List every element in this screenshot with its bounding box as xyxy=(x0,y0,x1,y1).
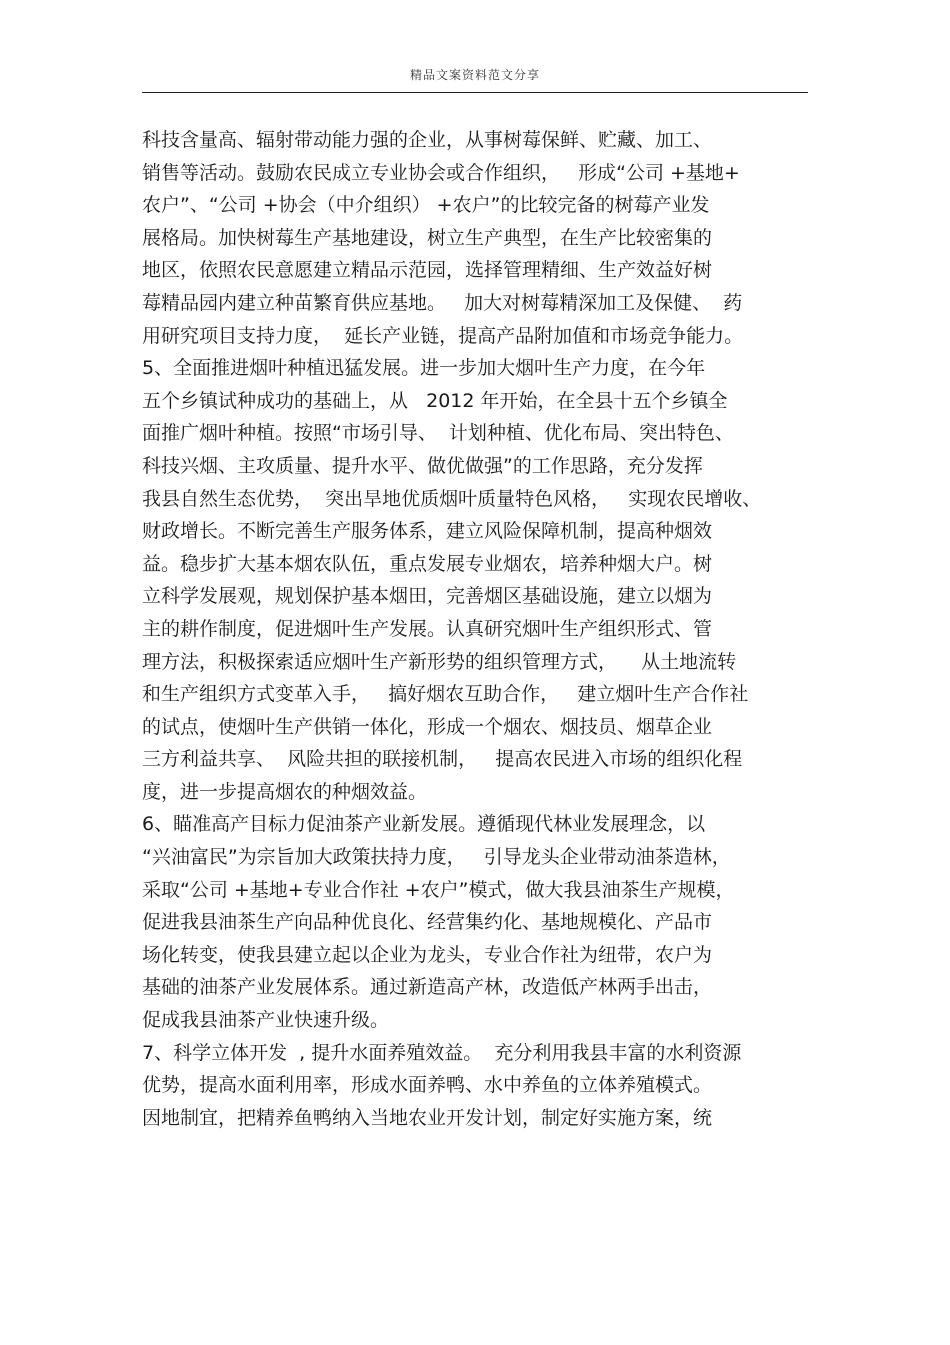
text-line: 7、科学立体开发 , 提升水面养殖效益。 充分利用我县丰富的水利资源 xyxy=(142,1041,742,1064)
text-line: 我县自然生态优势， 突出旱地优质烟叶质量特色风格， 实现农民增收、 xyxy=(142,487,762,510)
text-line: 科技含量高、辐射带动能力强的企业，从事树莓保鲜、贮藏、加工、 xyxy=(142,129,713,151)
text-line: 5、全面推进烟叶种植迅猛发展。进一步加大烟叶生产力度，在今年 xyxy=(142,357,706,380)
text-line: 立科学发展观，规划保护基本烟田，完善烟区基础设施，建立以烟为 xyxy=(142,585,713,608)
text-line: 促进我县油茶生产向品种优良化、经营集约化、基地规模化、产品市 xyxy=(142,911,713,934)
text-line: 的试点，使烟叶生产供销一体化，形成一个烟农、烟技员、烟草企业 xyxy=(142,715,713,738)
text-line: 促成我县油茶产业快速升级。 xyxy=(142,1009,390,1032)
text-line: 销售等活动。鼓励农民成立专业协会或合作组织， 形成“公司 +基地+ xyxy=(142,161,740,184)
text-line: 财政增长。不断完善生产服务体系，建立风险保障机制，提高种烟效 xyxy=(142,520,713,543)
text-line: 理方法，积极探索适应烟叶生产新形势的组织管理方式， 从土地流转 xyxy=(142,650,737,673)
text-line: 因地制宜，把精养鱼鸭纳入当地农业开发计划，制定好实施方案，统 xyxy=(142,1106,713,1129)
header-title: 精品文案资料范文分享 xyxy=(409,68,540,82)
text-line: 三方利益共享、 风险共担的联接机制， 提高农民进入市场的组织化程 xyxy=(142,748,743,771)
text-line: 科技兴烟、主攻质量、提升水平、做优做强”的工作思路，充分发挥 xyxy=(142,454,703,477)
text-line: 度，进一步提高烟农的种烟效益。 xyxy=(142,780,428,803)
text-line: 场化转变，使我县建立起以企业为龙头，专业合作社为纽带，农户为 xyxy=(142,943,713,966)
text-line: 用研究项目支持力度， 延长产业链，提高产品附加值和市场竞争能力。 xyxy=(142,324,744,347)
text-line: 地区，依照农民意愿建立精品示范园，选择管理精细、生产效益好树 xyxy=(142,259,713,282)
text-line: 采取“公司 +基地+专业合作社 +农户”模式，做大我县油茶生产规模， xyxy=(142,878,735,901)
text-line: 6、瞄准高产目标力促油茶产业新发展。遵循现代林业发展理念，以 xyxy=(142,813,706,836)
text-line: 益。稳步扩大基本烟农队伍，重点发展专业烟农，培养种烟大户。树 xyxy=(142,552,713,575)
text-line: 五个乡镇试种成功的基础上，从 2012 年开始，在全县十五个乡镇全 xyxy=(142,389,728,412)
page-header xyxy=(142,64,808,93)
text-line: 莓精品园内建立种苗繁育供应基地。 加大对树莓精深加工及保健、 药 xyxy=(142,291,743,314)
text-line: 和生产组织方式变革入手， 搞好烟农互助合作， 建立烟叶生产合作社 xyxy=(142,683,749,706)
text-line: 基础的油茶产业发展体系。通过新造高产林，改造低产林两手出击， xyxy=(142,976,713,999)
text-line: 面推广烟叶种植。按照“市场引导、 计划种植、优化布局、突出特色、 xyxy=(142,422,734,445)
text-line: “兴油富民”为宗旨加大政策扶持力度， 引导龙头企业带动油茶造林， xyxy=(142,846,731,869)
text-line: 主的耕作制度，促进烟叶生产发展。认真研究烟叶生产组织形式、管 xyxy=(142,617,713,640)
text-line: 优势，提高水面利用率，形成水面养鸭、水中养鱼的立体养殖模式。 xyxy=(142,1074,713,1097)
text-line: 展格局。加快树莓生产基地建设，树立生产典型，在生产比较密集的 xyxy=(142,226,713,249)
text-line: 农户”、“公司 +协会（中介组织） +农户”的比较完备的树莓产业发 xyxy=(142,194,710,217)
document-body xyxy=(142,124,822,1134)
